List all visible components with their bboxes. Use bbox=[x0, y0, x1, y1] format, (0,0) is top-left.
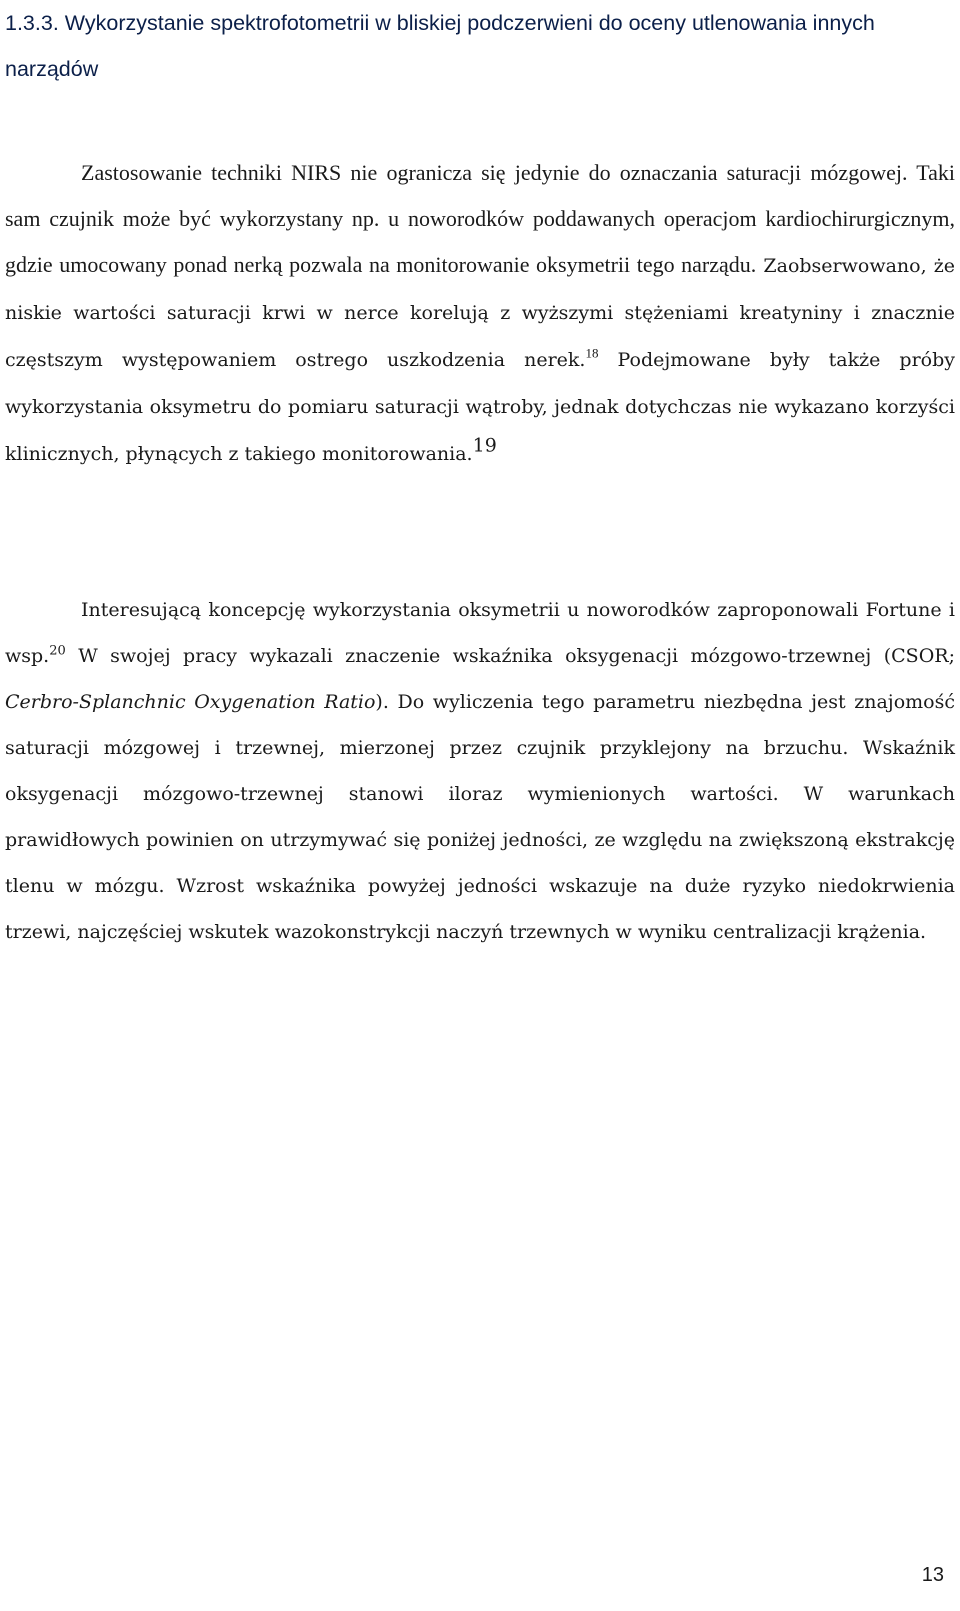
page-number: 13 bbox=[921, 1564, 944, 1586]
section-title: Wykorzystanie spektrofotometrii w bliskiej podczerwieni do oceny utlenowania innych narządów bbox=[5, 11, 875, 81]
paragraph2-text-a: Interesującą koncepcję wykorzystania oksymetrii u noworodków zaproponowali Fortune i wsp. bbox=[5, 599, 955, 667]
paragraph-nirs-other-organs bbox=[5, 150, 955, 477]
paragraph1-text-c: Podejmowane były także próby wykorzystania oksymetru do pomiaru saturacji wątroby, jednak dotychczas nie wykazano korzyści klinicznych, płynących z takiego monitorowania. bbox=[5, 349, 955, 465]
csor-term-italic: Cerbro-Splanchnic Oxygenation Ratio bbox=[5, 691, 376, 713]
paragraph-csor bbox=[5, 587, 955, 955]
footnote-ref-20: 20 bbox=[49, 643, 66, 659]
paragraph2-text-b: W swojej pracy wykazali znaczenie wskaźnika oksygenacji mózgowo-trzewnej (CSOR; bbox=[65, 645, 955, 667]
footnote-ref-18: 18 bbox=[585, 345, 599, 361]
section-number: 1.3.3. bbox=[5, 11, 59, 35]
paragraph2-text-c: ). Do wyliczenia tego parametru niezbędna jest znajomość saturacji mózgowej i trzewnej, mierzonej przez czujnik przyklejony na brzuchu. Wskaźnik oksygenacji mózgowo-trzewnej stanowi iloraz wymienionych wartości. W warunkach prawidłowych powinien on utrzymywać się poniżej jedności, ze względu na zwiększoną ekstrakcję tlenu w mózgu. Wzrost wskaźnika powyżej jedności wskazuje na duże ryzyko niedokrwienia trzewi, najczęściej wskutek wazokonstrykcji naczyń trzewnych w wyniku centralizacji krążenia. bbox=[5, 691, 955, 943]
paragraph1-text-a: Zastosowanie techniki NIRS nie ogranicza się jedynie do oznaczania saturacji mózgowej. Taki sam czujnik może być wykorzystany np. u noworodków poddawanych operacjom kardiochirurgicznym, gdzie umocowany ponad nerką pozwala na monitorowanie oksymetrii tego narządu. bbox=[5, 160, 955, 277]
section-heading bbox=[5, 0, 955, 92]
footnote-ref-19: 19 bbox=[472, 434, 497, 457]
paragraph1-text-b: Zaobserwowano, że niskie wartości saturacji krwi w nerce korelują z wyższymi stężeniami kreatyniny i znacznie częstszym występowaniem ostrego uszkodzenia nerek. bbox=[5, 255, 955, 371]
